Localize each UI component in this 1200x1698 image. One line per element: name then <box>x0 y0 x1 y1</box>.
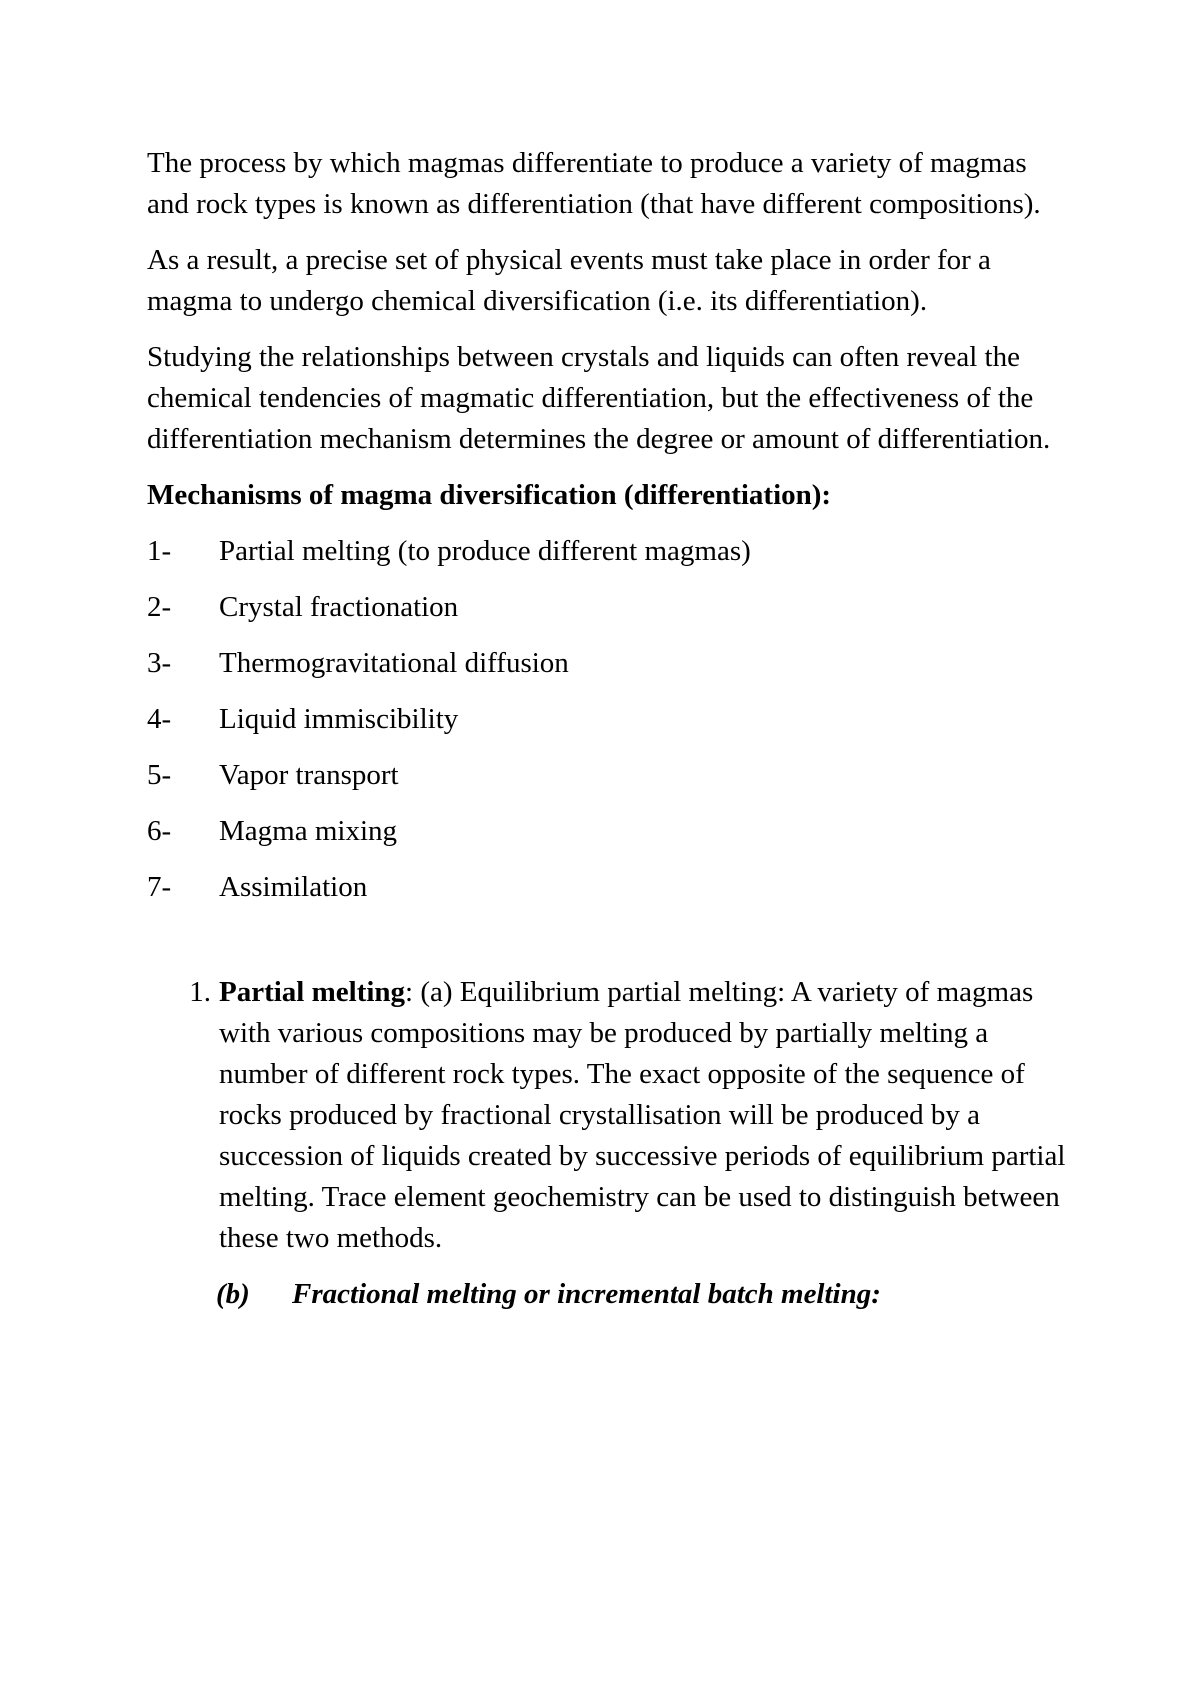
list-item-number: 4- <box>147 703 172 735</box>
section-title: Partial melting <box>219 976 406 1008</box>
section-body <box>219 972 1067 1259</box>
list-item-label: Vapor transport <box>219 759 399 791</box>
list-item-label: Magma mixing <box>219 815 398 847</box>
list-item <box>147 531 1067 572</box>
subsection-letter: (b) <box>216 1278 250 1310</box>
list-item <box>147 699 1067 740</box>
list-item-label: Crystal fractionation <box>219 591 459 623</box>
list-item-label: Thermogravitational diffusion <box>219 647 569 679</box>
section-number: 1. <box>189 976 211 1008</box>
document-page <box>147 143 1067 1315</box>
section-text: : (a) Equilibrium partial melting: A variety of magmas with various compositions may be produced by partially melting a number of different rock types. The exact opposite of the sequence of rocks produced by fractional crystallisation will be produced by a succession of liquids created by successive periods of equilibrium partial melting. Trace element geochemistry can be used to distinguish between these two methods. <box>219 976 1066 1254</box>
intro-paragraph-1: The process by which magmas differentiate to produce a variety of magmas and rock types is known as differentiation (that have different compositions). <box>147 147 1041 220</box>
list-item-number: 2- <box>147 591 172 623</box>
list-item <box>147 811 1067 852</box>
list-item-number: 1- <box>147 535 172 567</box>
list-item-number: 3- <box>147 647 172 679</box>
list-item-label: Assimilation <box>219 871 368 903</box>
subsection-title: Fractional melting or incremental batch melting: <box>292 1278 881 1310</box>
list-item <box>147 587 1067 628</box>
intro-paragraph-2: As a result, a precise set of physical events must take place in order for a magma to undergo chemical diversification (i.e. its differentiation). <box>147 244 991 317</box>
list-item <box>147 867 1067 908</box>
intro-paragraph-3: Studying the relationships between crystals and liquids can often reveal the chemical tendencies of magmatic differentiation, but the effectiveness of the differentiation mechanism determines the degree or amount of differentiation. <box>147 341 1051 455</box>
list-item <box>147 643 1067 684</box>
list-item-label: Partial melting (to produce different magmas) <box>219 535 751 567</box>
subsection-fractional-melting <box>216 1274 1067 1315</box>
list-item-number: 7- <box>147 871 172 903</box>
list-item-label: Liquid immiscibility <box>219 703 459 735</box>
list-item <box>147 755 1067 796</box>
list-item-number: 6- <box>147 815 172 847</box>
mechanisms-heading: Mechanisms of magma diversification (differentiation): <box>147 479 832 511</box>
mechanisms-list <box>147 531 1067 908</box>
list-item-number: 5- <box>147 759 172 791</box>
section-partial-melting <box>147 972 1067 1259</box>
